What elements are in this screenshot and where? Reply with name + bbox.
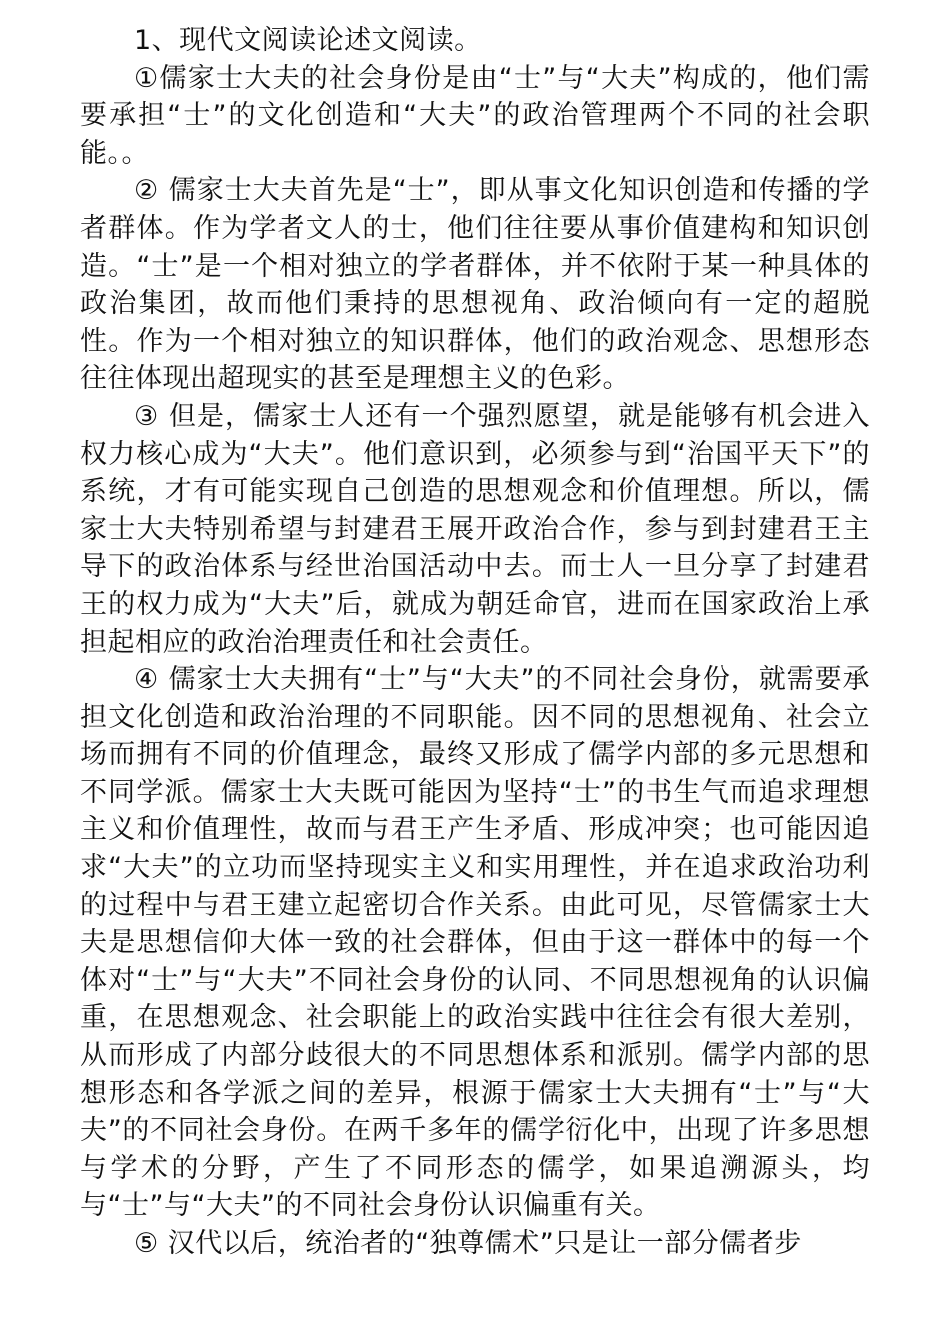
paragraph-1: ①儒家士大夫的社会身份是由“士”与“大夫”构成的，他们需要承担“士”的文化创造和“大夫”的政治管理两个不同的社会职能。。 [80,62,870,169]
paragraph-4: ④ 儒家士大夫拥有“士”与“大夫”的不同社会身份，就需要承担文化创造和政治治理的不同职能。因不同的思想视角、社会立场而拥有不同的价值理念，最终又形成了儒学内部的多元思想和不同学派。儒家士大夫既可能因为坚持“士”的书生气而追求理想主义和价值理性，故而与君王产生矛盾、形成冲突；也可能因追求“大夫”的立功而坚持现实主义和实用理性，并在追求政治功利的过程中与君王建立起密切合作关系。由此可见，尽管儒家士大夫是思想信仰大体一致的社会群体，但由于这一群体中的每一个体对“士”与“大夫”不同社会身份的认同、不同思想视角的认识偏重，在思想观念、社会职能上的政治实践中往往会有很大差别，从而形成了内部分歧很大的不同思想体系和派别。儒学内部的思想形态和各学派之间的差异，根源于儒家士大夫拥有“士”与“大夫”的不同社会身份。在两千多年的儒学衍化中，出现了许多思想与学术的分野，产生了不同形态的儒学，如果追溯源头，均与“士”与“大夫”的不同社会身份认识偏重有关。 [80,664,870,1222]
question-heading: 1、现代文阅读论述文阅读。 [134,25,482,56]
paragraph-5: ⑤ 汉代以后，统治者的“独尊儒术”只是让一部分儒者步 [134,1228,802,1259]
paragraph-2: ② 儒家士大夫首先是“士”，即从事文化知识创造和传播的学者群体。作为学者文人的士，他们往往要从事价值建构和知识创造。“士”是一个相对独立的学者群体，并不依附于某一种具体的政治集团，故而他们秉持的思想视角、政治倾向有一定的超脱性。作为一个相对独立的知识群体，他们的政治观念、思想形态往往体现出超现实的甚至是理想主义的色彩。 [80,175,870,395]
article-body [80,22,870,1263]
paragraph-3: ③ 但是，儒家士人还有一个强烈愿望，就是能够有机会进入权力核心成为“大夫”。他们意识到，必须参与到“治国平天下”的系统，才有可能实现自己创造的思想观念和价值理想。所以，儒家士大夫特别希望与封建君王展开政治合作，参与到封建君王主导下的政治体系与经世治国活动中去。而士人一旦分享了封建君王的权力成为“大夫”后，就成为朝廷命官，进而在国家政治上承担起相应的政治治理责任和社会责任。 [80,400,870,658]
